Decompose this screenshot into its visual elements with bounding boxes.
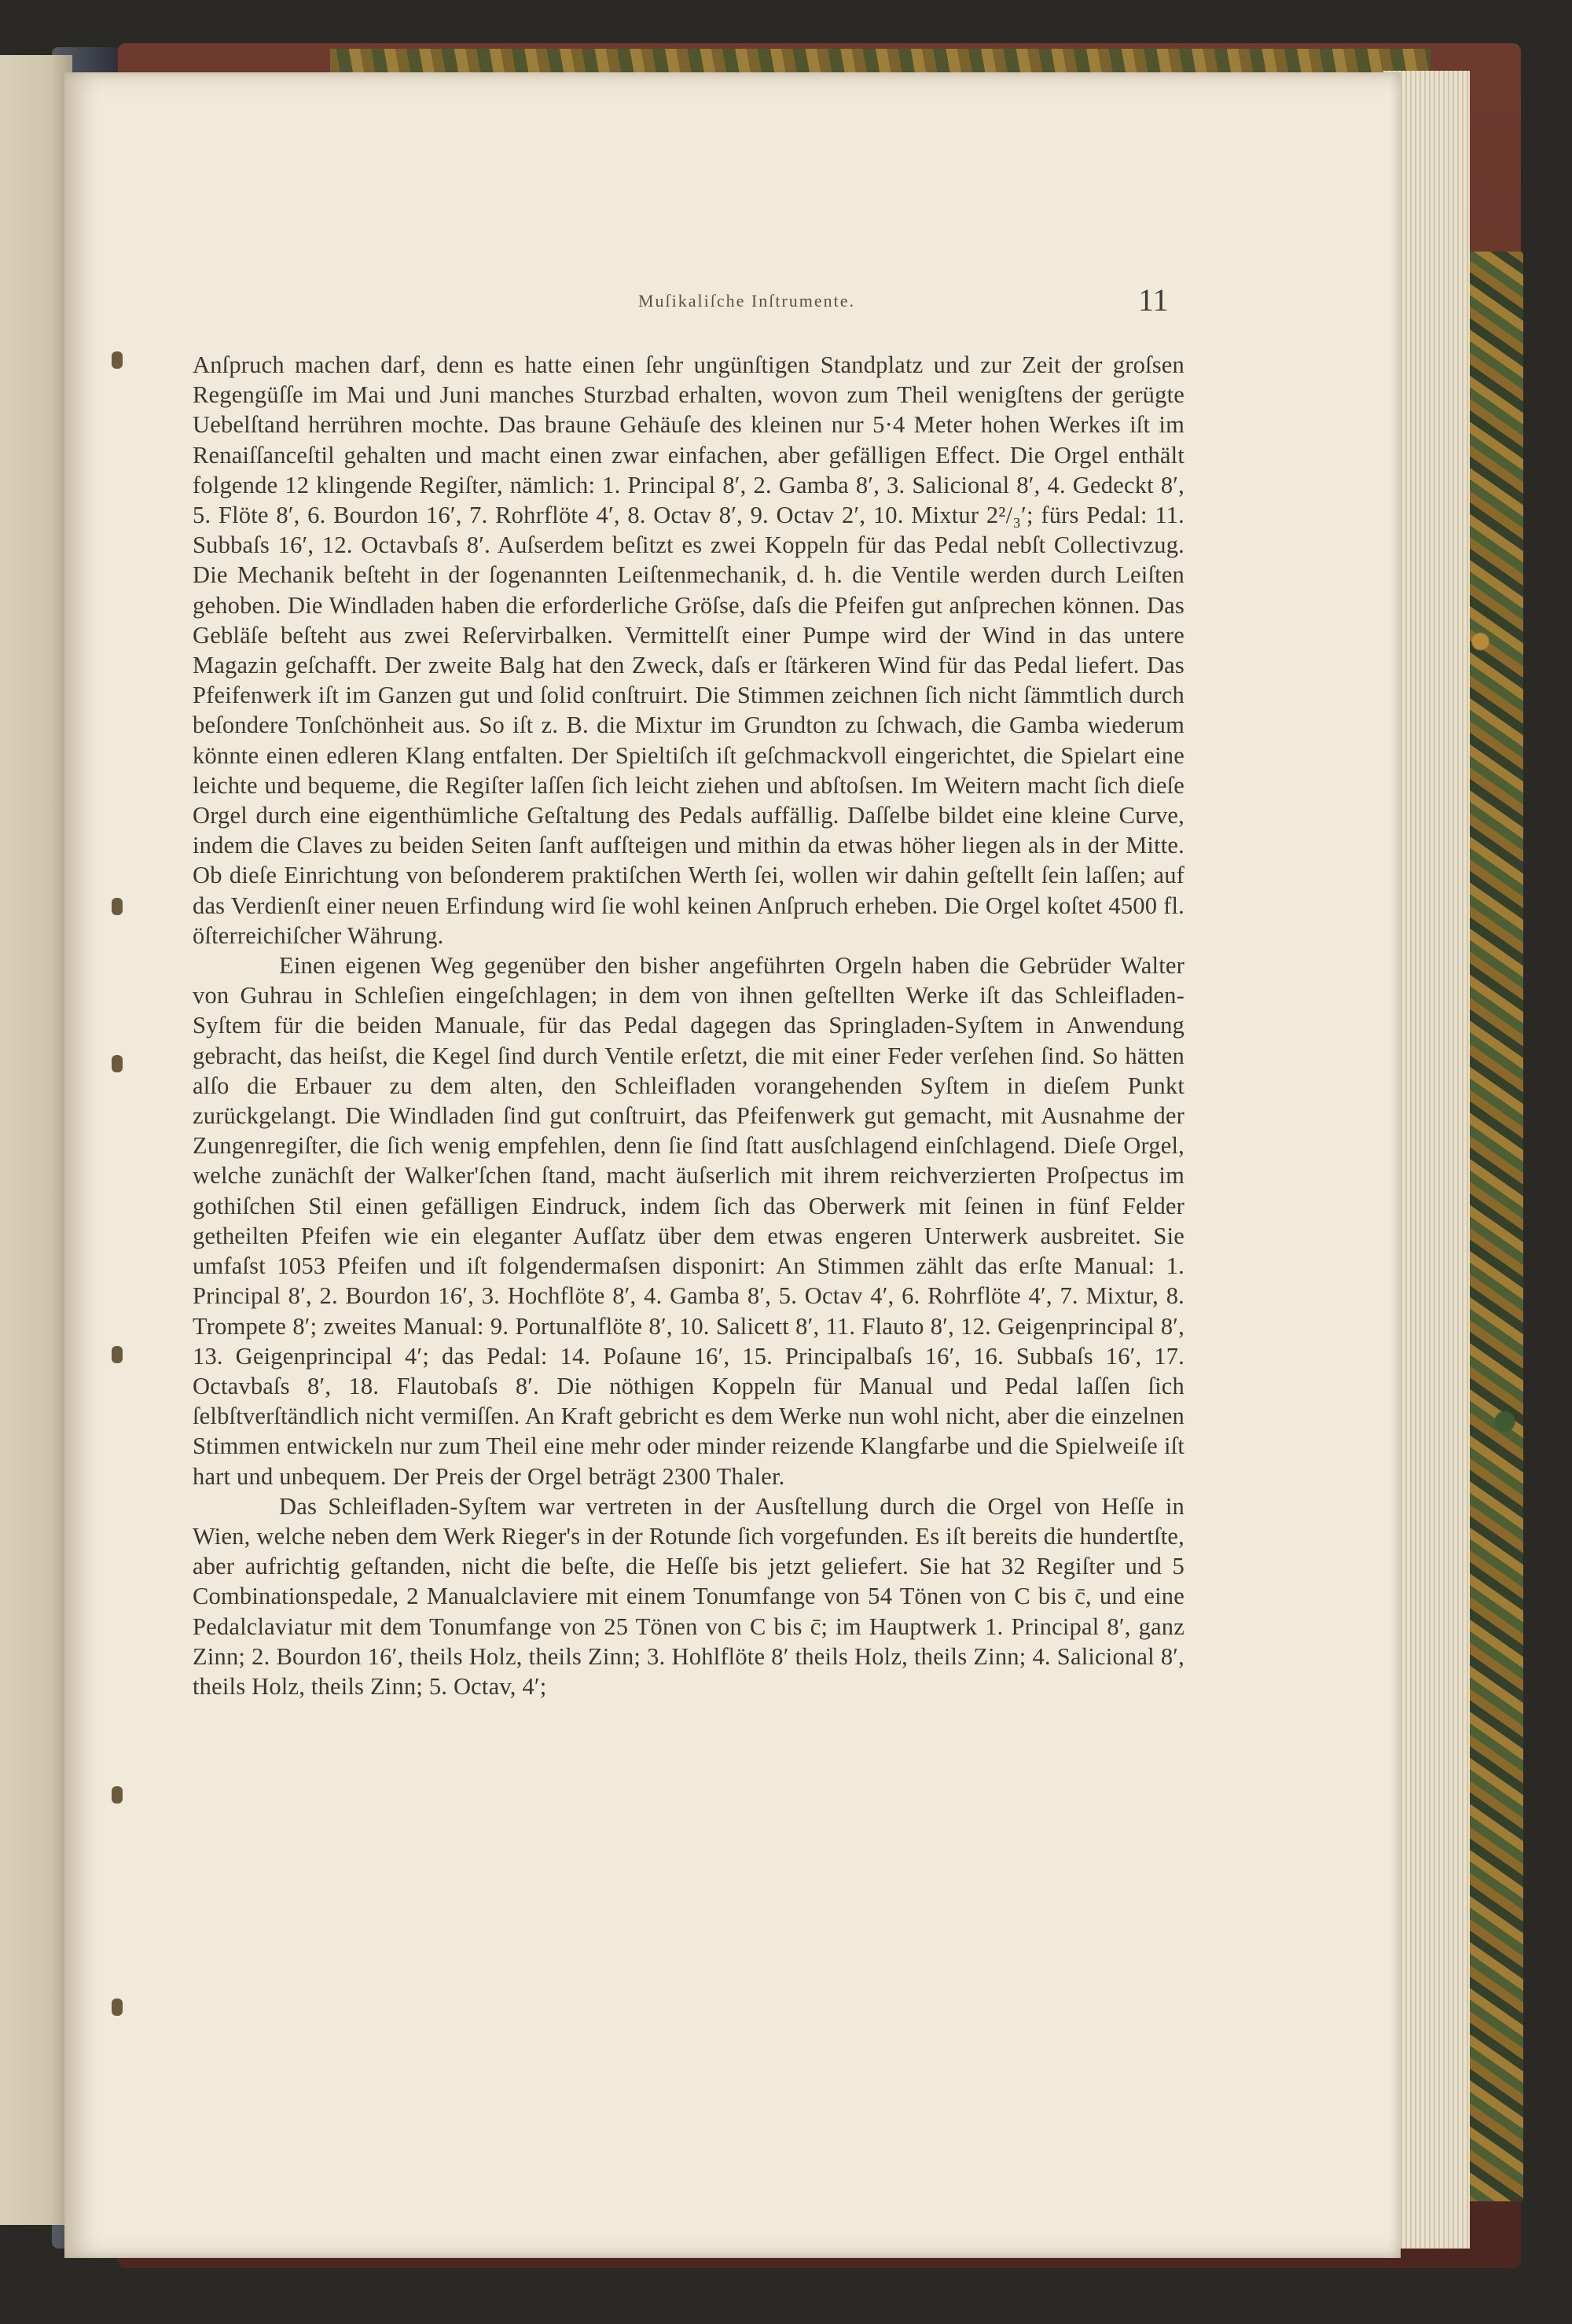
binding-tack — [112, 1786, 123, 1804]
binding-tack — [112, 1055, 123, 1072]
paragraph: Das Schleifladen-Syſtem war vertreten in der Ausſtellung durch die Orgel von Heſſe in Wien, welche neben dem Werk Rieger's in der Rotunde ſich vorgefunden. Es iſt bereits die hundertſte, aber aufrichtig geſtanden, nicht die beſte, die Heſſe bis jetzt geliefert. Sie hat 32 Regiſter und 5 Combinationspedale, 2 Manualclaviere mit einem Tonumfange von 54 Tönen von C bis c̄, und eine Pedalclaviatur mit dem Tonumfange von 25 Tönen von C bis c̄; im Hauptwerk 1. Principal 8′, ganz Zinn; 2. Bourdon 16′, theils Holz, theils Zinn; 3. Hohlflöte 8′ theils Holz, theils Zinn; 4. Salicional 8′, theils Holz, theils Zinn; 5. Octav, 4′; — [193, 1492, 1185, 1700]
paragraph: Anſpruch machen darf, denn es hatte einen ſehr ungünſtigen Standplatz und zur Zeit der groſsen Regengüſſe im Mai und Juni manches Sturzbad erhalten, wovon zum Theil wenigſtens der gerügte Uebelſtand herrühren mochte. Das braune Gehäuſe des kleinen nur 5·4 Meter hohen Werkes iſt im Renaiſſanceſtil gehalten und macht einen zwar einfachen, aber gefälligen Effect. Die Orgel enthält folgende 12 klingende Regiſter, nämlich: 1. Principal 8′, 2. Gamba 8′, 3. Salicional 8′, 4. Gedeckt 8′, 5. Flöte 8′, 6. Bourdon 16′, 7. Rohrflöte 4′, 8. Octav 8′, 9. Octav 2′, 10. Mixtur 2²/₃′; fürs Pedal: 11. Subbaſs 16′, 12. Octavbaſs 8′. Auſserdem beſitzt es zwei Koppeln für das Pedal nebſt Collectivzug. Die Mechanik beſteht in der ſogenannten Leiſtenmechanik, d. h. die Ventile werden durch Leiſten gehoben. Die Windladen haben die erforderliche Gröſse, daſs die Pfeifen gut anſprechen können. Das Gebläſe beſteht aus zwei Reſervirbalken. Vermittelſt einer Pumpe wird der Wind in das untere Magazin geſchafft. Der zweite Balg hat den Zweck, daſs er ſtärkeren Wind für das Pedal liefert. Das Pfeifenwerk iſt im Ganzen gut und ſolid conſtruirt. Die Stimmen zeichnen ſich nicht ſämmtlich durch beſondere Tonſchönheit aus. So iſt z. B. die Mixtur im Grundton zu ſchwach, die Gamba wiederum könnte einen edleren Klang entfalten. Der Spieltiſch iſt geſchmackvoll eingerichtet, die Spielart eine leichte und bequeme, die Regiſter laſſen ſich leicht ziehen und abſtoſsen. Im Weitern macht ſich dieſe Orgel durch eine eigenthümliche Geſtaltung des Pedals auffällig. Daſſelbe bildet eine kleine Curve, indem die Claves zu beiden Seiten ſanft aufſteigen und mithin da etwas höher liegen als in der Mitte. Ob dieſe Einrichtung von beſonderem praktiſchen Werth ſei, wollen wir dahin geſtellt ſein laſſen; auf das Verdienſt einer neuen Erfindung wird ſie wohl keinen Anſpruch erheben. Die Orgel koſtet 4500 fl. öſterreichiſcher Währung. — [193, 351, 1185, 949]
binding-tack — [112, 898, 123, 915]
body-text — [193, 350, 1185, 1701]
binding-tack — [112, 1999, 123, 2016]
marbled-cover-edge — [1462, 252, 1523, 2201]
binding-tack — [112, 1346, 123, 1363]
left-page-edge — [0, 55, 72, 2225]
paragraph: Einen eigenen Weg gegenüber den bisher angeführten Orgeln haben die Gebrüder Walter von Guhrau in Schleſien eingeſchlagen; in dem von ihnen geſtellten Werke iſt das Schleifladen-Syſtem für die beiden Manuale, für das Pedal dagegen das Springladen-Syſtem in Anwendung gebracht, das heiſst, die Kegel ſind durch Ventile erſetzt, die mit einer Feder verſehen ſind. So hätten alſo die Erbauer zu dem alten, den Schleifladen vorangehenden Syſtem in dieſem Punkt zurückgelangt. Die Windladen ſind gut conſtruirt, das Pfeifenwerk gut gemacht, mit Ausnahme der Zungenregiſter, die ſich wenig empfehlen, denn ſie ſind ſtatt ausſchlagend einſchlagend. Dieſe Orgel, welche zunächſt der Walker'ſchen ſtand, macht äuſserlich mit ihrem reichverzierten Proſpectus im gothiſchen Stil einen gefälligen Eindruck, indem ſich das Oberwerk mit ſeinen in fünf Felder getheilten Pfeifen wie ein eleganter Aufſatz über dem etwas engeren Unterwerk ausbreitet. Sie umfaſst 1053 Pfeifen und iſt folgendermaſsen disponirt: An Stimmen zählt das erſte Manual: 1. Principal 8′, 2. Bourdon 16′, 3. Hochflöte 8′, 4. Gamba 8′, 5. Octav 4′, 6. Rohrflöte 4′, 7. Mixtur, 8. Trompete 8′; zweites Manual: 9. Portunalflöte 8′, 10. Salicett 8′, 11. Flauto 8′, 12. Geigenprincipal 8′, 13. Geigenprincipal 4′; das Pedal: 14. Poſaune 16′, 15. Principalbaſs 16′, 16. Subbaſs 16′, 17. Octavbaſs 8′, 18. Flautobaſs 8′. Die nöthigen Koppeln für Manual und Pedal laſſen ſich ſelbſtverſtändlich nicht vermiſſen. An Kraft gebricht es dem Werke nun wohl nicht, aber die einzelnen Stimmen entwickeln nur zum Theil eine mehr oder minder reizende Klangfarbe und die Spielweiſe iſt hart und unbequem. Der Preis der Orgel beträgt 2300 Thaler. — [193, 952, 1185, 1490]
running-head: Muſikaliſche Inſtrumente. — [637, 291, 856, 311]
page-number: 11 — [1138, 282, 1169, 318]
binding-tack — [112, 351, 123, 369]
